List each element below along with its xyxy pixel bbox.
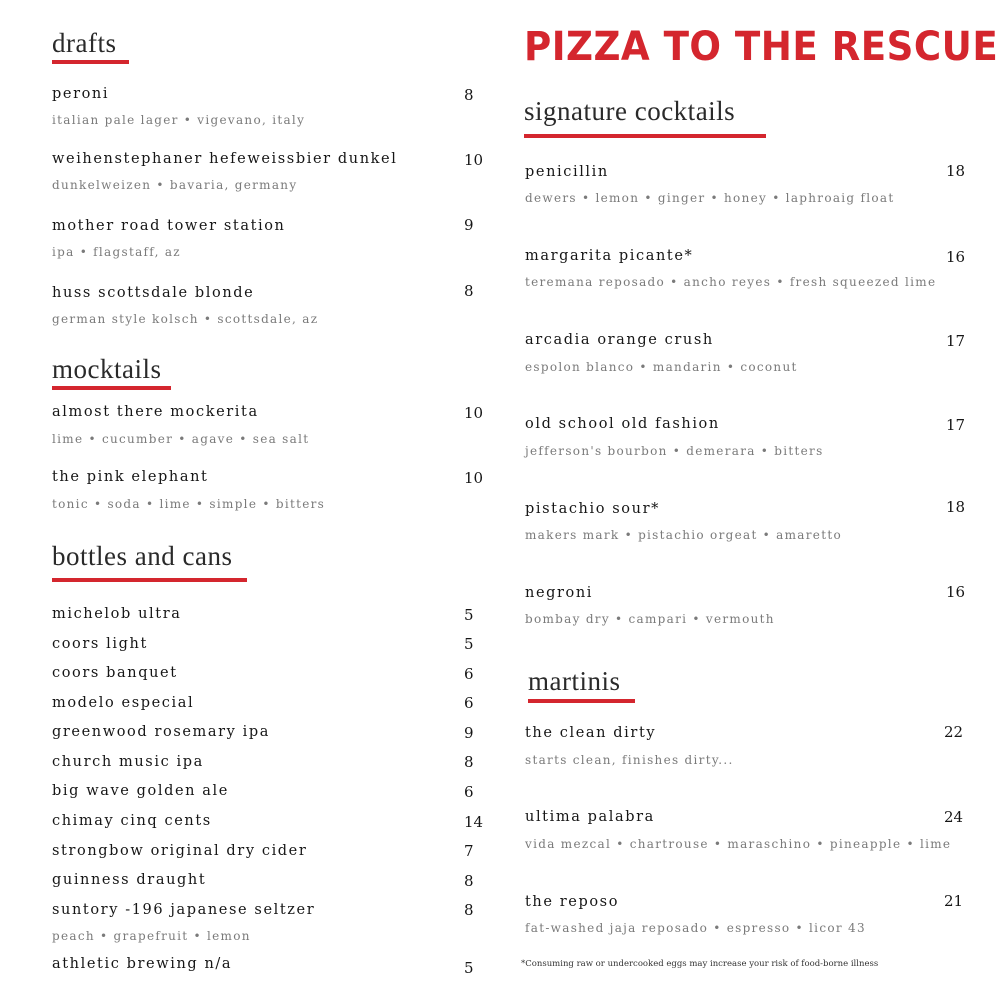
section-title-martinis: martinis [528,666,621,696]
menu-item-price: 18 [946,498,966,516]
menu-item-price: 16 [946,248,966,266]
menu-item-name: margarita picante* [525,248,694,264]
section-underline [52,578,247,582]
menu-item-price: 5 [464,959,474,977]
menu-item-name: coors banquet [52,665,178,681]
menu-item-desc: teremana reposado • ancho reyes • fresh squeezed lime [525,275,937,289]
menu-item-price: 5 [464,606,474,624]
menu-item-price: 6 [464,665,474,683]
menu-item-desc: jefferson's bourbon • demerara • bitters [525,444,824,458]
menu-item-name: the clean dirty [525,725,657,741]
menu-item-price: 9 [464,724,474,742]
menu-item-desc: dunkelweizen • bavaria, germany [52,178,298,192]
menu-item-name: mother road tower station [52,218,286,234]
mocktails-section [0,340,500,520]
section-underline [52,60,129,64]
menu-item-desc: dewers • lemon • ginger • honey • laphroaig float [525,191,895,205]
menu-item-price: 21 [944,892,964,910]
section-underline [52,386,171,390]
menu-item-price: 8 [464,282,474,300]
menu-item-desc: fat-washed jaja reposado • espresso • licor 43 [525,921,866,935]
menu-item-price: 18 [946,162,966,180]
menu-item-price: 16 [946,583,966,601]
menu-item-price: 14 [464,813,484,831]
martinis-section [500,650,1000,950]
section-title-drafts: drafts [52,28,117,58]
menu-item-name: penicillin [525,164,609,180]
menu-item-price: 6 [464,783,474,801]
section-title-mocktails: mocktails [52,354,162,384]
menu-item-name: greenwood rosemary ipa [52,724,271,740]
menu-item-price: 17 [946,332,966,350]
menu-item-name: negroni [525,585,594,601]
menu-item-desc: ipa • flagstaff, az [52,245,181,259]
menu-item-name: arcadia orange crush [525,332,714,348]
drafts-section [0,0,500,340]
bottles-section [0,530,500,990]
menu-item-name: big wave golden ale [52,783,229,799]
section-title-cocktails: signature cocktails [524,96,736,126]
menu-item-desc: lime • cucumber • agave • sea salt [52,432,310,446]
menu-item-desc: vida mezcal • chartrouse • maraschino • pineapple • lime [525,837,952,851]
menu-item-name: guinness draught [52,872,207,888]
menu-item-name: michelob ultra [52,606,182,622]
menu-item-name: huss scottsdale blonde [52,285,255,301]
menu-item-name: athletic brewing n/a [52,956,233,972]
menu-item-desc: peach • grapefruit • lemon [52,929,251,943]
menu-item-name: the reposo [525,894,620,910]
menu-item-name: the pink elephant [52,469,209,485]
menu-item-name: old school old fashion [525,416,720,432]
menu-item-price: 10 [464,151,484,169]
section-underline [528,699,635,703]
menu-item-price: 9 [464,216,474,234]
menu-item-desc: italian pale lager • vigevano, italy [52,113,306,127]
footnote: *Consuming raw or undercooked eggs may increase your risk of food-borne illness [521,959,879,969]
menu-item-desc: tonic • soda • lime • simple • bitters [52,497,326,511]
menu-item-name: pistachio sour* [525,501,660,517]
menu-item-price: 8 [464,872,474,890]
menu-item-name: strongbow original dry cider [52,843,308,859]
menu-item-name: chimay cinq cents [52,813,212,829]
menu-item-name: ultima palabra [525,809,655,825]
menu-item-name: suntory -196 japanese seltzer [52,902,316,918]
menu-item-desc: german style kolsch • scottsdale, az [52,312,319,326]
menu-item-price: 22 [944,723,964,741]
menu-item-name: weihenstephaner hefeweissbier dunkel [52,151,398,167]
menu-item-name: church music ipa [52,754,204,770]
menu-item-desc: bombay dry • campari • vermouth [525,612,775,626]
menu-item-desc: makers mark • pistachio orgeat • amaretto [525,528,842,542]
menu-item-price: 24 [944,808,964,826]
menu-item-price: 10 [464,469,484,487]
menu-item-price: 8 [464,901,474,919]
cocktails-section [500,90,1000,650]
menu-item-price: 8 [464,753,474,771]
menu-item-price: 6 [464,694,474,712]
menu-item-name: almost there mockerita [52,404,259,420]
menu-item-price: 10 [464,404,484,422]
menu-item-name: peroni [52,86,110,102]
menu-item-name: coors light [52,636,148,652]
menu-item-name: modelo especial [52,695,195,711]
menu-item-price: 17 [946,416,966,434]
menu-item-desc: starts clean, finishes dirty... [525,753,734,767]
section-underline [524,134,766,138]
menu-item-price: 5 [464,635,474,653]
menu-item-price: 8 [464,86,474,104]
brand-title: PIZZA TO THE RESCUE [524,24,999,70]
menu-item-price: 7 [464,842,474,860]
section-title-bottles: bottles and cans [52,541,233,571]
menu-item-desc: espolon blanco • mandarin • coconut [525,360,798,374]
